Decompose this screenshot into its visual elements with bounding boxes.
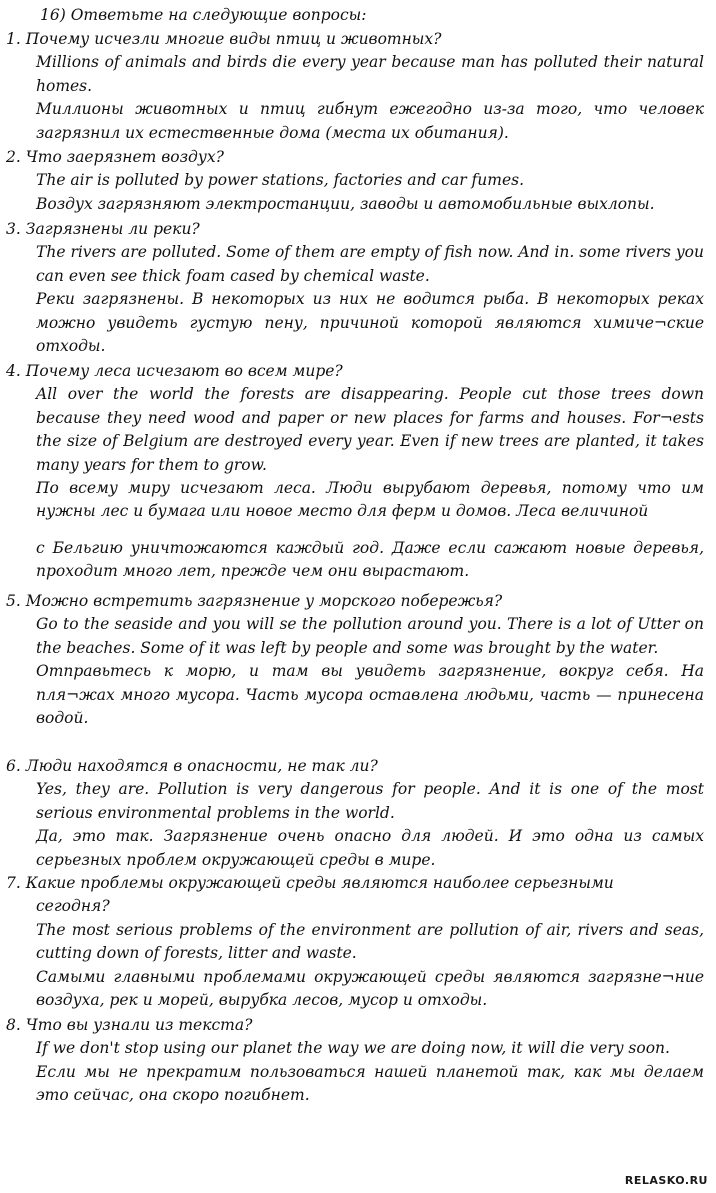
answer-russian: Реки загрязнены. В некоторых из них не водится рыба. В некоторых реках можно увидеть густую пену, причиной которой являются химиче¬ские отходы. bbox=[36, 290, 704, 356]
question-text: Люди находятся в опасности, не так ли? bbox=[25, 757, 378, 775]
answer-english: The most serious problems of the environment are pollution of air, rivers and seas, cutting down of forests, litter and waste. bbox=[36, 920, 704, 963]
question-3 bbox=[0, 218, 716, 241]
answer-english: Go to the seaside and you will se the pollution around you. There is a lot of Utter on the beaches. Some of it was left by people and some was brought by the water. bbox=[36, 615, 704, 657]
qa-block-7 bbox=[0, 872, 716, 1012]
site-watermark: RELASKO.RU bbox=[624, 1174, 708, 1187]
answer-english: Millions of animals and birds die every year because man has polluted their natural homes. bbox=[36, 53, 704, 95]
answer-english: If we don't stop using our planet the way we are doing now, it will die very soon. bbox=[36, 1039, 670, 1058]
question-8 bbox=[0, 1014, 716, 1037]
qa-block-6 bbox=[0, 755, 716, 872]
question-text: Какие проблемы окружающей среды являются наиболее серьезными bbox=[25, 874, 614, 892]
question-1 bbox=[0, 28, 716, 51]
question-5 bbox=[0, 590, 716, 613]
question-2 bbox=[0, 146, 716, 169]
answer-russian: Самыми главными проблемами окружающей среды являются загрязне¬ние воздуха, рек и морей, вырубка лесов, мусор и отходы. bbox=[36, 967, 704, 1010]
question-text: Можно встретить загрязнение у морского побережья? bbox=[25, 592, 503, 610]
question-text: Почему леса исчезают во всем мире? bbox=[25, 362, 343, 380]
answer-russian: Если мы не прекратим пользоваться нашей планетой так, как мы делаем это сейчас, она скоро погибнет. bbox=[36, 1062, 704, 1105]
question-text: Почему исчезли многие виды птиц и животных? bbox=[25, 30, 442, 48]
answer-russian: Да, это так. Загрязнение очень опасно для людей. И это одна из самых серьезных проблем окружающей среды в мире. bbox=[36, 827, 704, 869]
question-6 bbox=[0, 755, 716, 778]
question-text: Что вы узнали из текста? bbox=[25, 1016, 253, 1034]
answer-english: The air is polluted by power stations, factories and car fumes. bbox=[36, 171, 525, 190]
qa-block-5 bbox=[0, 590, 716, 730]
qa-block-8 bbox=[0, 1014, 716, 1108]
question-text: Что заерязнет воздух? bbox=[25, 148, 224, 166]
answer-english: The rivers are polluted. Some of them are empty of fish now. And in. some rivers you can even see thick foam cased by chemical waste. bbox=[36, 243, 704, 285]
question-number: 4. bbox=[6, 362, 21, 380]
question-text: Загрязнены ли реки? bbox=[25, 220, 200, 238]
answer-russian: Отправьтесь к морю, и там вы увидеть загрязнение, вокруг себя. На пля¬жах много мусора. Часть мусора оставлена людьми, часть — принесена водой. bbox=[36, 662, 704, 728]
qa-block-2 bbox=[0, 146, 716, 216]
answer-russian: По всему миру исчезают леса. Люди вырубают деревья, потому что им нужны лес и бумага или новое место для ферм и домов. Леса величиной bbox=[36, 479, 704, 521]
answer-russian-continued: с Бельгию уничтожаются каждый год. Даже если сажают новые деревья, проходит много лет, прежде чем они вырастают. bbox=[36, 538, 704, 581]
question-4 bbox=[0, 360, 716, 383]
qa-block-3 bbox=[0, 218, 716, 358]
question-text-continued: сегодня? bbox=[36, 897, 110, 916]
question-number: 6. bbox=[6, 757, 21, 775]
question-number: 7. bbox=[6, 874, 21, 892]
qa-block-4 bbox=[0, 360, 716, 584]
question-number: 5. bbox=[6, 592, 21, 610]
question-number: 3. bbox=[6, 220, 21, 238]
question-7 bbox=[0, 872, 716, 919]
question-number: 1. bbox=[6, 30, 21, 48]
page-title: 16) Ответьте на следующие вопросы: bbox=[40, 6, 367, 24]
answer-english: All over the world the forests are disappearing. People cut those trees down because they need wood and paper or new places for farms and houses. For¬ests the size of Belgium are destroyed every year. Even if new trees are planted, it takes many years for them to grow. bbox=[36, 385, 704, 474]
question-number: 8. bbox=[6, 1016, 21, 1034]
answer-russian: Воздух загрязняют электростанции, заводы и автомобильные выхлопы. bbox=[36, 194, 655, 213]
question-number: 2. bbox=[6, 148, 21, 166]
answer-english: Yes, they are. Pollution is very dangerous for people. And it is one of the most serious environmental problems in the world. bbox=[36, 780, 704, 822]
answer-russian: Миллионы животных и птиц гибнут ежегодно из-за того, что человек загрязнил их естественные дома (места их обитания). bbox=[36, 100, 704, 142]
qa-block-1 bbox=[0, 28, 716, 145]
